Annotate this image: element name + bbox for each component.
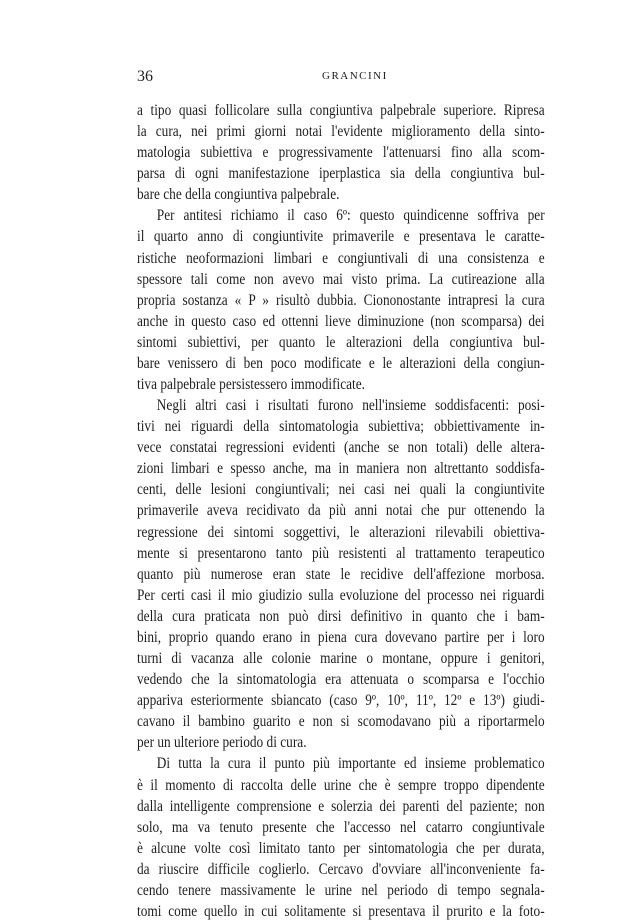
text-line: Negli altri casi i risultati furono nell'insieme soddisfacenti: posi-	[156, 397, 545, 415]
text-line: turni di vacanza alle colonie marine o montane, oppure i genitori,	[137, 650, 545, 668]
text-line: il quarto anno di congiuntivite primaverile e presentava le caratte-	[137, 228, 545, 246]
text-line: cavano il bambino guarito e non si scomodavano più a riportarmelo	[137, 713, 545, 731]
text-line: vece constatai regressioni evidenti (anche se non totali) delle altera-	[137, 439, 545, 457]
text-line: Per certi casi il mio giudizio sulla evoluzione del processo nei riguardi	[137, 586, 545, 604]
text-line: a tipo quasi follicolare sulla congiuntiva palpebrale superiore. Ripresa	[137, 102, 545, 119]
text-line: appariva esteriormente sbiancato (caso 9º, 10º, 11º, 12º e 13º) giudi-	[137, 692, 545, 710]
text-line: solo, ma va tenuto presente che l'accesso nel catarro congiuntivale	[137, 818, 545, 836]
text-line: parsa di ogni manifestazione iperplastica sia della congiuntiva bul-	[137, 165, 545, 183]
text-line: primaverile aveva recidivato da più anni notai che pur ottenendo la	[137, 502, 545, 520]
text-line: da riuscire difficile coglierlo. Cercavo d'ovviare all'inconveniente fa-	[137, 860, 545, 878]
text-line: tomi come quello in cui solitamente si presentava il prurito e la foto-	[137, 902, 545, 920]
text-line: cendo tenere massivamente le urine nel periodo di tempo segnala-	[137, 881, 545, 899]
body-text	[137, 100, 545, 922]
text-line: bini, proprio quando erano in piena cura dovevano partire per i loro	[137, 628, 545, 646]
text-line: matologia subiettiva e progressivamente l'attenuarsi fino alla scom-	[137, 144, 545, 162]
text-line: regressione dei sintomi soggettivi, le alterazioni rilevabili obiettiva-	[137, 523, 545, 541]
text-line: per un ulteriore periodo di cura.	[137, 734, 307, 752]
text-line: dalla intelligente comprensione e solerzia dei parenti del paziente; non	[137, 797, 545, 815]
text-line: anche in questo caso ed ottenni lieve diminuzione (non scomparsa) dei	[137, 312, 545, 330]
text-line: quanto più numerose eran state le recidive dell'affezione morbosa.	[137, 565, 545, 583]
text-line: vedendo che la sintomatologia era attenuata o scomparsa e l'occhio	[137, 671, 545, 689]
text-line: bare venissero di ben poco modificate e le alterazioni della congiun-	[137, 354, 545, 372]
text-line: zioni limbari e spesso anche, ma in maniera non altrettanto soddisfa-	[137, 460, 545, 478]
text-line: Per antitesi richiamo il caso 6º: questo quindicenne soffriva per	[156, 207, 545, 225]
text-line: spessore tali come non avevo mai visto prima. La cutireazione alla	[137, 270, 545, 288]
text-line: è il momento di raccolta delle urine che è sempre troppo dipendente	[137, 776, 545, 794]
text-line: è alcune volte così limitato tanto per sintomatologia che per durata,	[137, 839, 545, 857]
text-line: mente si presentarono tanto più resistenti al trattamento terapeutico	[137, 544, 545, 562]
text-line: Di tutta la cura il punto più importante ed insieme problematico	[156, 755, 545, 773]
page-header	[137, 68, 537, 88]
text-line: centi, delle lesioni congiuntivali; nei casi nei quali la congiuntivite	[137, 481, 545, 499]
page-number: 36	[137, 68, 153, 85]
text-line: propria sostanza « P » risultò dubbia. Ciononostante intrapresi la cura	[137, 291, 545, 309]
text-line: della cura praticata non può dirsi definitivo in quanto che i bam-	[137, 607, 545, 625]
text-line: la cura, nei primi giorni notai l'evidente miglioramento della sinto-	[137, 123, 545, 141]
text-line: tiva palpebrale persistessero immodificate.	[137, 376, 366, 394]
running-title: GRANCINI	[322, 70, 388, 82]
text-line: tivi nei riguardi della sintomatologia subiettiva; obbiettivamente in-	[137, 418, 545, 436]
text-line: sintomi subiettivi, per quanto le alterazioni della congiuntiva bul-	[137, 333, 545, 351]
text-line: bare che della congiuntiva palpebrale.	[137, 186, 340, 204]
text-line: ristiche neoformazioni limbari e congiuntivali di una consistenza e	[137, 249, 545, 267]
